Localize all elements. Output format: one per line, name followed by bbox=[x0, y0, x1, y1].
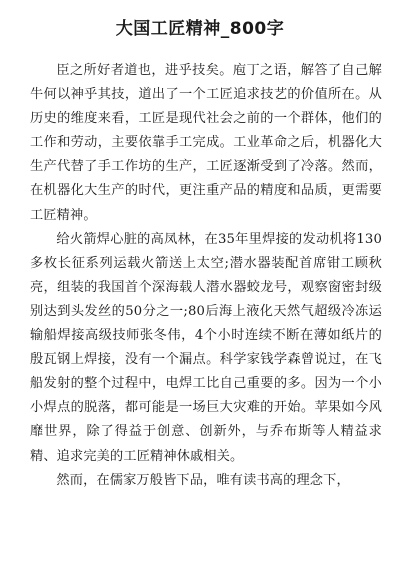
paragraph-2: 给火箭焊心脏的高凤林，在35年里焊接的发动机将130多枚长征系列运载火箭送上太空;潜水器装配首席钳工顾秋亮，组装的我国首个深海载人潜水器蛟龙号，观察窗密封级别达到头发丝的50分之一;80后海上液化天然气超级冷冻运输船焊接高级技师张冬伟，4个小时连续不断在薄如纸片的殷瓦钢上焊接，没有一个漏点。科学家钱学森曾说过，在飞船发射的整个过程中，电焊工比自己重要的多。因为一个小小焊点的脱落，都可能是一场巨大灾难的开始。苹果如今风靡世界，除了得益于创意、创新外，与乔布斯等人精益求精、追求完美的工匠精神休戚相关。 bbox=[30, 231, 382, 464]
article-body bbox=[30, 59, 382, 493]
paragraph-3: 然而，在儒家万般皆下品，唯有读书高的理念下， bbox=[56, 472, 350, 488]
document-title: 大国工匠精神_800字 bbox=[115, 19, 285, 39]
paragraph-1: 臣之所好者道也，进乎技矣。庖丁之语，解答了自己解牛何以神乎其技，道出了一个工匠追求技艺的价值所在。从历史的维度来看，工匠是现代社会之前的一个群体，他们的工作和劳动，主要依靠手工完成。工业革命之后，机器化大生产代替了手工作坊的生产，工匠逐渐受到了冷落。然而，在机器化大生产的时代，更注重产品的精度和品质，更需要工匠精神。 bbox=[30, 63, 382, 223]
